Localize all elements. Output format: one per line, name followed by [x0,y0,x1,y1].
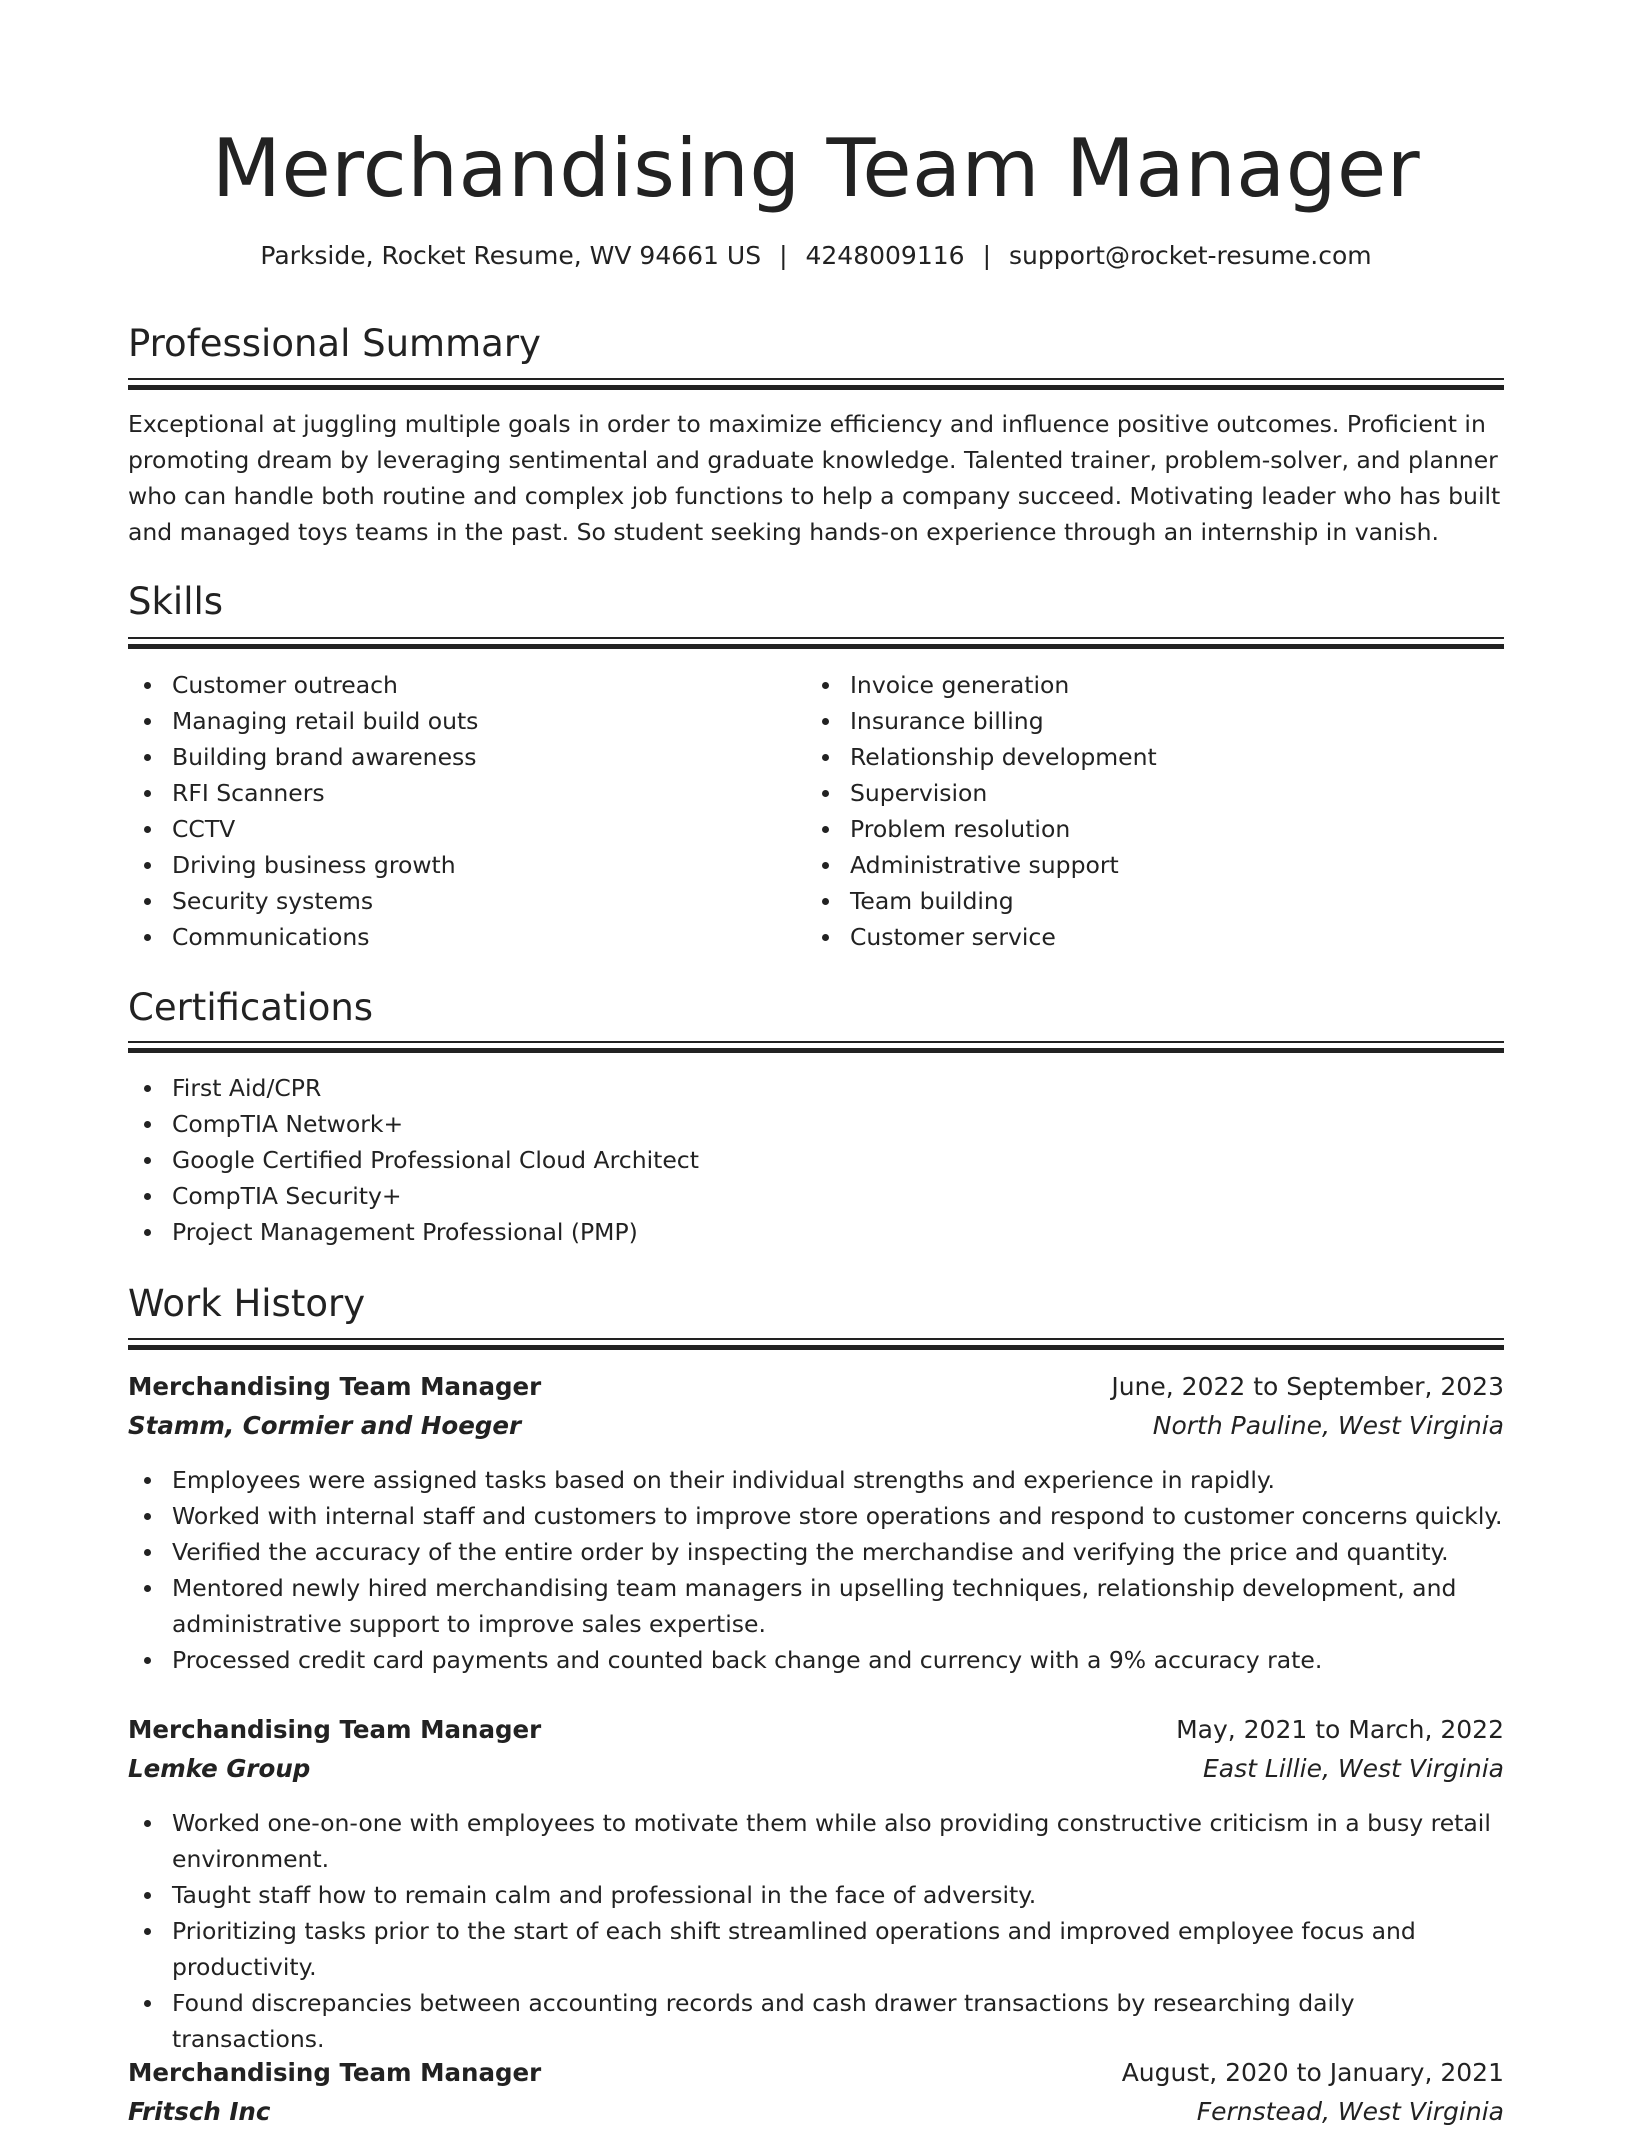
list-item: CompTIA Network+ [128,1106,1504,1142]
job-location: East Lillie, West Virginia [1202,1754,1504,1783]
contact-separator: | [779,241,788,270]
section-title-skills: Skills [128,580,224,623]
list-item: Worked one-on-one with employees to motivate them while also providing constructive criticism in a busy retail environment. [128,1805,1504,1877]
list-item: Problem resolution [806,811,1466,847]
section-rule [128,637,1504,649]
list-item: Building brand awareness [128,739,788,775]
skills-list-left [128,667,788,955]
job-title: Merchandising Team Manager [128,1372,542,1401]
contact-address: Parkside, Rocket Resume, WV 94661 US [260,241,762,270]
list-item: Driving business growth [128,847,788,883]
resume-name: Merchandising Team Manager [211,122,1421,215]
resume-page [128,0,1504,2126]
list-item: Invoice generation [806,667,1466,703]
job-entry [128,1368,1504,1678]
list-item: Worked with internal staff and customers to improve store operations and respond to customer concerns quickly. [128,1498,1504,1534]
list-item: Administrative support [806,847,1466,883]
section-title-certifications: Certifications [128,986,374,1029]
list-item: Found discrepancies between accounting records and cash drawer transactions by researching daily transactions. [128,1985,1504,2057]
job-bullets [128,1805,1504,2057]
list-item: Customer outreach [128,667,788,703]
skills-left-column [128,667,788,955]
contact-phone: 4248009116 [805,241,965,270]
certifications-block [128,1070,1504,1250]
job-dates: May, 2021 to March, 2022 [1176,1715,1504,1744]
list-item: Verified the accuracy of the entire order by inspecting the merchandise and verifying the price and quantity. [128,1534,1504,1570]
job-location: Fernstead, West Virginia [1196,2097,1504,2126]
list-item: Insurance billing [806,703,1466,739]
list-item: First Aid/CPR [128,1070,1504,1106]
job-dates: June, 2022 to September, 2023 [1111,1372,1504,1401]
list-item: Communications [128,919,788,955]
list-item: CCTV [128,811,788,847]
list-item: CompTIA Security+ [128,1178,1504,1214]
summary-text: Exceptional at juggling multiple goals in order to maximize efficiency and influence positive outcomes. Proficient in promoting dream by leveraging sentimental and graduate knowledge. Talented trainer, problem-solver, and planner who can handle both routine and complex job functions to help a company succeed. Motivating leader who has built and managed toys teams in the past. So student seeking hands-on experience through an internship in vanish. [128,410,1501,546]
list-item: Relationship development [806,739,1466,775]
contact-line [128,238,1504,274]
job-company: Fritsch Inc [128,2097,271,2126]
job-entry [128,2054,1504,2132]
contact-separator: | [982,241,991,270]
job-title: Merchandising Team Manager [128,1715,542,1744]
section-rule [128,1338,1504,1350]
list-item: Supervision [806,775,1466,811]
job-company: Lemke Group [128,1754,311,1783]
list-item: Customer service [806,919,1466,955]
list-item: Taught staff how to remain calm and professional in the face of adversity. [128,1877,1504,1913]
certifications-list [128,1070,1504,1250]
job-company: Stamm, Cormier and Hoeger [128,1411,522,1440]
skills-right-column [806,667,1466,955]
list-item: Prioritizing tasks prior to the start of each shift streamlined operations and improved employee focus and productivity. [128,1913,1504,1985]
section-rule [128,378,1504,390]
job-entry [128,1711,1504,2057]
section-title-work-history: Work History [128,1282,366,1325]
contact-email: support@rocket-resume.com [1009,241,1372,270]
job-title: Merchandising Team Manager [128,2058,542,2087]
skills-list-right [806,667,1466,955]
section-title-summary: Professional Summary [128,322,541,365]
list-item: RFI Scanners [128,775,788,811]
list-item: Mentored newly hired merchandising team managers in upselling techniques, relationship development, and administrative support to improve sales expertise. [128,1570,1504,1642]
list-item: Managing retail build outs [128,703,788,739]
list-item: Security systems [128,883,788,919]
job-dates: August, 2020 to January, 2021 [1121,2058,1504,2087]
list-item: Employees were assigned tasks based on their individual strengths and experience in rapidly. [128,1462,1504,1498]
list-item: Team building [806,883,1466,919]
list-item: Processed credit card payments and counted back change and currency with a 9% accuracy rate. [128,1642,1504,1678]
job-location: North Pauline, West Virginia [1152,1411,1504,1440]
section-rule [128,1041,1504,1053]
list-item: Project Management Professional (PMP) [128,1214,1504,1250]
list-item: Google Certified Professional Cloud Architect [128,1142,1504,1178]
job-bullets [128,1462,1504,1678]
